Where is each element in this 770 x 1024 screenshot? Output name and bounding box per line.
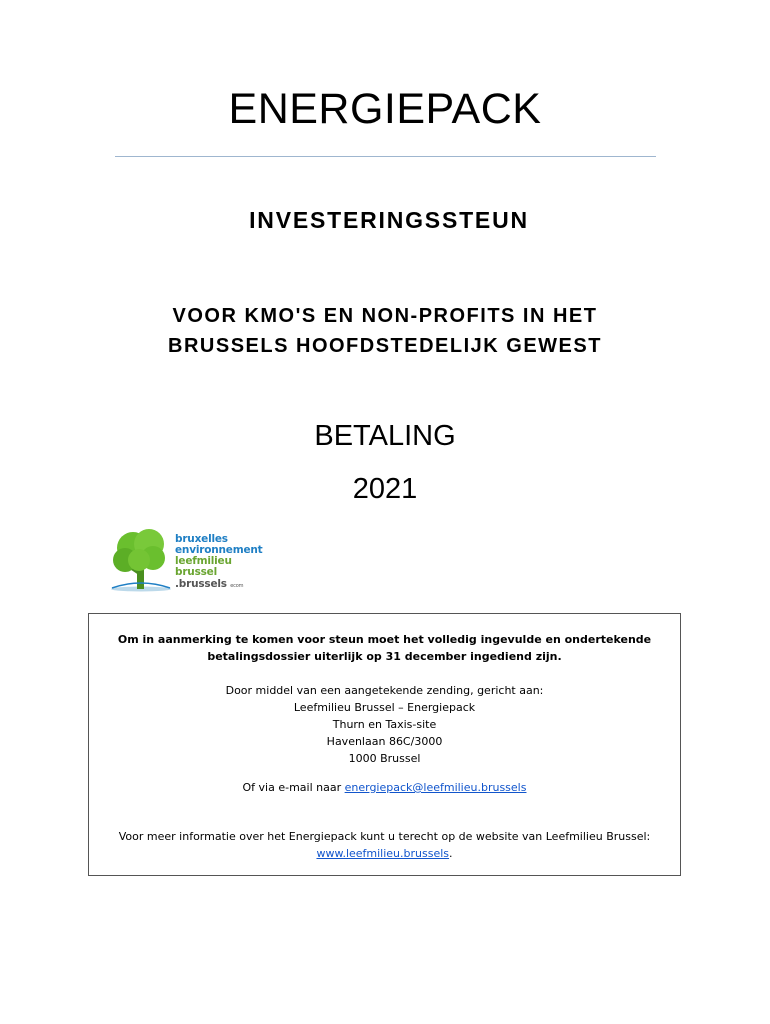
logo-line-brussel: brussel <box>175 566 217 578</box>
logo-domain-suffix: ecom <box>230 583 244 589</box>
postal-address <box>89 682 680 767</box>
email-link[interactable]: energiepack@leefmilieu.brussels <box>344 781 527 794</box>
logo-line-environnement: environnement <box>175 544 263 556</box>
address-line-2: Thurn en Taxis-site <box>332 718 437 731</box>
more-info <box>89 828 680 862</box>
document-title: ENERGIEPACK <box>228 85 542 133</box>
title-divider <box>115 156 656 157</box>
logo-line-leefmilieu: leefmilieu <box>175 555 232 567</box>
address-intro: Door middel van een aangetekende zending, gericht aan: <box>225 684 544 697</box>
website-suffix: . <box>449 847 453 860</box>
website-link[interactable]: www.leefmilieu.brussels <box>316 847 450 860</box>
address-line-4: 1000 Brussel <box>348 752 421 765</box>
address-line-3: Havenlaan 86C/3000 <box>326 735 443 748</box>
email-prefix: Of via e-mail naar <box>242 781 345 794</box>
more-info-text: Voor meer informatie over het Energiepack kunt u terecht op de website van Leefmilieu Brussel: <box>118 830 651 843</box>
logo-domain: .brussels <box>175 578 227 590</box>
payment-heading: BETALING <box>314 420 456 452</box>
address-line-1: Leefmilieu Brussel – Energiepack <box>293 701 476 714</box>
submission-notice <box>89 631 680 665</box>
email-line <box>89 779 680 796</box>
document-subtitle: INVESTERINGSSTEUN <box>249 207 529 233</box>
logo-line-brussels <box>175 579 262 592</box>
website-line <box>89 845 680 862</box>
target-audience <box>0 301 770 361</box>
logo-wordmark <box>175 534 262 592</box>
target-line-2: BRUSSELS HOOFDSTEDELIJK GEWEST <box>168 335 602 357</box>
leefmilieu-brussel-logo <box>107 524 277 594</box>
year-heading: 2021 <box>352 473 418 505</box>
notice-line-1: Om in aanmerking te komen voor steun moet het volledig ingevulde en ondertekende <box>117 633 652 646</box>
notice-line-2: betalingsdossier uiterlijk op 31 december ingediend zijn. <box>207 650 562 663</box>
target-line-1: VOOR KMO'S EN NON-PROFITS IN HET <box>172 305 598 327</box>
tree-icon <box>107 524 175 594</box>
info-box <box>88 613 681 876</box>
logo-line-bruxelles: bruxelles <box>175 533 228 545</box>
